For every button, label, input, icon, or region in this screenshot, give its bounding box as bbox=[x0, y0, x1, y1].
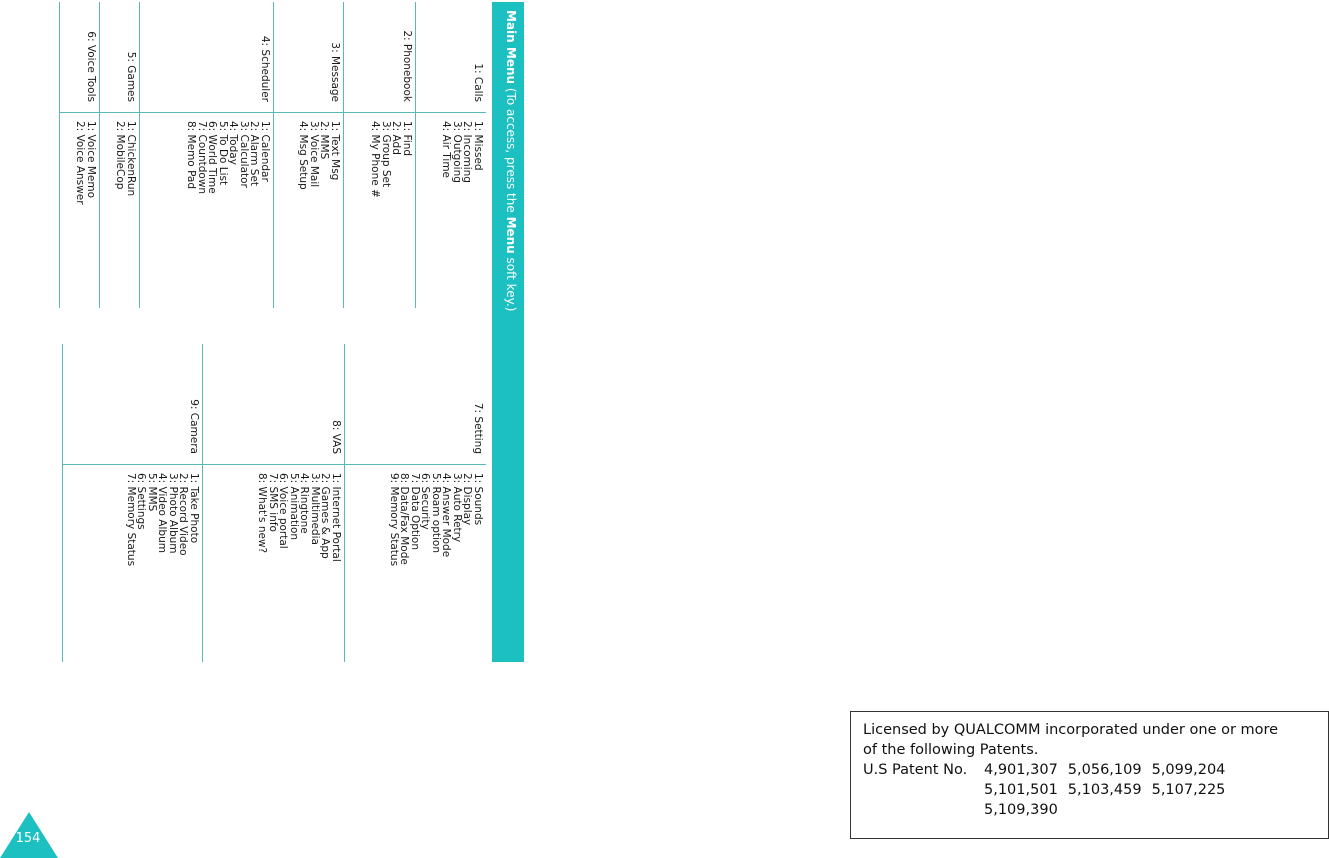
menu-sub-item: 4: Today bbox=[227, 121, 240, 165]
menu-sub-item: 4: Air Time bbox=[440, 121, 453, 179]
menu-sub-item: 4: Ringtone bbox=[298, 473, 311, 534]
menu-sub-item: 4: My Phone # bbox=[369, 121, 382, 198]
patent-number: 5,107,225 bbox=[1151, 782, 1226, 798]
menu-sub-item: 2: Voice Answer bbox=[74, 121, 87, 205]
menu-sub-item: 6: Security bbox=[419, 473, 432, 530]
menu-sub-item: 9: Memory Status bbox=[388, 473, 400, 567]
menu-main-item: 1: Calls bbox=[472, 63, 484, 102]
patent-label bbox=[863, 780, 984, 800]
menu-sub-item: 4: Answer Mode bbox=[440, 473, 453, 558]
menu-main-item: 3: Message bbox=[329, 42, 341, 102]
menu-sub-item: 8: Data/Fax Mode bbox=[398, 473, 411, 565]
menu-sub-item: 3: Group Set bbox=[380, 121, 392, 188]
menu-sub-item: 3: Multimedia bbox=[309, 473, 321, 545]
menu-row bbox=[202, 344, 344, 662]
menu-row bbox=[62, 344, 202, 662]
menu-row bbox=[344, 344, 486, 662]
menu-sub-list bbox=[274, 112, 343, 308]
menu-sub-item: 1: Find bbox=[401, 121, 413, 157]
menu-sub-item: 4: Video Album bbox=[156, 473, 169, 553]
menu-sub-item: 1: ChickenRun bbox=[125, 121, 137, 197]
menu-sub-list bbox=[203, 464, 344, 662]
patent-number: 5,109,390 bbox=[984, 802, 1058, 818]
menu-sub-list bbox=[63, 464, 202, 662]
menu-sub-item: 2: Record Video bbox=[177, 473, 190, 556]
patent-numbers bbox=[863, 760, 1316, 820]
menu-main-item: 6: Voice Tools bbox=[85, 31, 97, 102]
menu-sub-item: 1: Text Msg bbox=[329, 121, 341, 181]
patent-number-list bbox=[984, 760, 1235, 780]
menu-sub-list bbox=[345, 464, 486, 662]
header-instruction-key: Menu bbox=[504, 216, 518, 254]
menu-sub-item: 5: MMS bbox=[146, 473, 158, 512]
patent-number: 5,056,109 bbox=[1067, 762, 1142, 778]
patent-number: 5,103,459 bbox=[1067, 782, 1142, 798]
patent-line-2: of the following Patents. bbox=[863, 742, 1039, 758]
menu-main-item: 7: Setting bbox=[472, 402, 484, 454]
menu-row bbox=[139, 2, 273, 308]
menu-main-item: 9: Camera bbox=[188, 399, 200, 454]
menu-sub-item: 5: To Do List bbox=[217, 121, 229, 186]
menu-main-item: 5: Games bbox=[125, 51, 137, 102]
menu-row bbox=[273, 2, 343, 308]
menu-sub-item: 5: Roam option bbox=[430, 473, 442, 554]
menu-row bbox=[415, 2, 486, 308]
menu-sub-item: 8: Memo Pad bbox=[185, 121, 198, 190]
patent-label bbox=[863, 800, 984, 820]
menu-sub-item: 2: Display bbox=[461, 473, 474, 526]
menu-sub-item: 7: Data Option bbox=[409, 473, 421, 551]
main-menu-panel bbox=[56, 2, 524, 662]
menu-sub-list bbox=[140, 112, 273, 308]
menu-sub-item: 1: Calendar bbox=[259, 121, 271, 182]
menu-row bbox=[343, 2, 415, 308]
patent-row bbox=[863, 780, 1316, 800]
header-instruction-pre: (To access, press the bbox=[504, 84, 518, 217]
menu-sub-item: 3: Outgoing bbox=[451, 121, 463, 183]
patent-number: 4,901,307 bbox=[984, 762, 1058, 778]
menu-sub-item: 2: MobileCop bbox=[114, 121, 127, 190]
patent-number-list bbox=[984, 780, 1235, 800]
menu-sub-item: 2: Games & App bbox=[319, 473, 332, 559]
menu-sub-list bbox=[100, 112, 139, 308]
menu-column-right bbox=[62, 344, 486, 662]
menu-sub-item: 1: Sounds bbox=[472, 473, 484, 526]
menu-row bbox=[99, 2, 139, 308]
menu-sub-item: 1: Take Photo bbox=[188, 473, 200, 544]
main-menu-header bbox=[492, 2, 524, 662]
menu-sub-item: 2: Alarm Set bbox=[248, 121, 261, 187]
menu-sub-item: 7: SMS info bbox=[267, 473, 279, 532]
menu-sub-item: 1: Missed bbox=[472, 121, 484, 171]
menu-sub-item: 6: Voice portal bbox=[277, 473, 290, 549]
menu-sub-list bbox=[60, 112, 99, 308]
menu-column-left bbox=[59, 2, 486, 308]
menu-sub-item: 1: Voice Memo bbox=[85, 121, 97, 199]
menu-row bbox=[59, 2, 99, 308]
patent-number: 5,099,204 bbox=[1151, 762, 1226, 778]
menu-sub-item: 7: Countdown bbox=[196, 121, 208, 195]
page-number: 154 bbox=[15, 831, 41, 846]
menu-main-item: 2: Phonebook bbox=[401, 30, 413, 102]
patent-number: 5,101,501 bbox=[984, 782, 1058, 798]
menu-sub-item: 8: What's new? bbox=[256, 473, 269, 554]
menu-sub-item: 7: Memory Status bbox=[125, 473, 137, 567]
menu-sub-item: 4: Msg Setup bbox=[297, 121, 310, 190]
menu-sub-item: 3: Voice Mail bbox=[308, 121, 320, 188]
menu-sub-item: 5: Animation bbox=[288, 473, 300, 541]
menu-sub-item: 2: MMS bbox=[318, 121, 331, 160]
header-instruction-post: soft key.) bbox=[504, 253, 518, 312]
patent-row bbox=[863, 800, 1316, 820]
menu-main-item: 4: Scheduler bbox=[259, 35, 271, 102]
menu-sub-item: 2: Incoming bbox=[461, 121, 474, 183]
main-menu-title: Main Menu bbox=[504, 10, 518, 85]
menu-sub-item: 2: Add bbox=[390, 121, 403, 155]
menu-sub-item: 3: Calculator bbox=[238, 121, 250, 188]
patent-label: U.S Patent No. bbox=[863, 762, 968, 778]
menu-sub-item: 6: Settings bbox=[135, 473, 148, 530]
menu-sub-item: 3: Auto Retry bbox=[451, 473, 463, 543]
menu-sub-item: 6: World Time bbox=[206, 121, 219, 194]
menu-sub-list bbox=[416, 112, 486, 308]
patent-number-list bbox=[984, 800, 1068, 820]
menu-sub-list bbox=[344, 112, 415, 308]
patent-notice bbox=[850, 711, 1329, 839]
menu-main-item: 8: VAS bbox=[330, 420, 342, 454]
menu-sub-item: 3: Photo Album bbox=[167, 473, 179, 554]
menu-sub-item: 1: Internet Portal bbox=[330, 473, 342, 562]
patent-line-1: Licensed by QUALCOMM incorporated under one or more bbox=[863, 722, 1279, 738]
patent-row bbox=[863, 760, 1316, 780]
